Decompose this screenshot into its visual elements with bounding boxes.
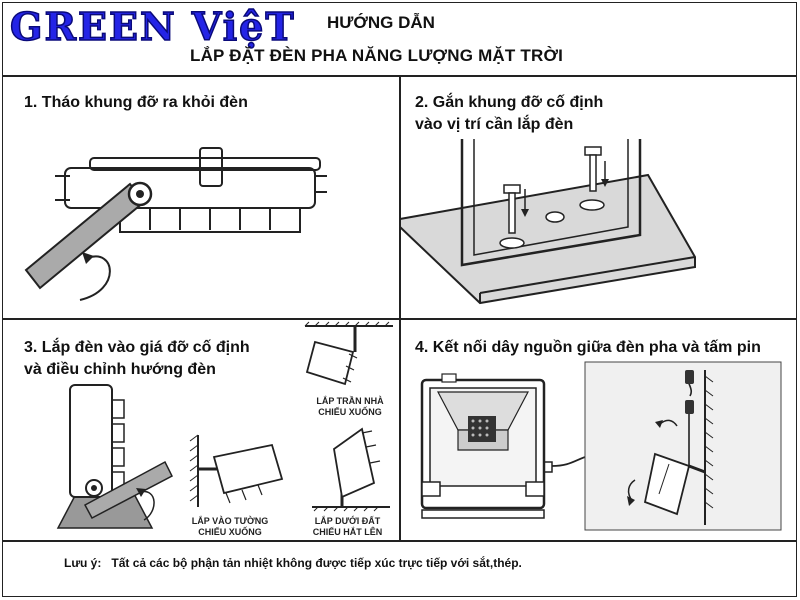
ground-caption-line-1: LẮP DƯỚI ĐẤT (314, 516, 381, 526)
step-4-solar-panel-illustration (585, 362, 785, 532)
step-3-line-2: và điều chỉnh hướng đèn (24, 361, 216, 378)
ceiling-caption-line-2: CHIẾU XUỐNG (318, 407, 382, 417)
ground-mount-illustration (312, 425, 392, 510)
step-1-title: 1. Tháo khung đỡ ra khỏi đèn (24, 94, 248, 111)
note-label: Lưu ý: (64, 556, 102, 570)
ground-caption-line-2: CHIẾU HẮT LÊN (312, 527, 383, 537)
step-3-main-illustration (40, 380, 190, 535)
step-2-title (415, 92, 603, 136)
step-2-illustration (400, 135, 798, 315)
safety-note (64, 556, 522, 570)
step-2-line-2: vào vị trí cần lắp đèn (415, 116, 574, 133)
step-1-illustration (20, 140, 380, 310)
brand-logo: GREEN ViệT (10, 4, 296, 49)
note-divider (2, 540, 797, 542)
step-3-title (24, 337, 250, 381)
note-text: Tất cả các bộ phận tản nhiệt không được tiếp xúc trực tiếp với sắt,thép. (111, 556, 522, 570)
step-4-title: 4. Kết nối dây nguồn giữa đèn pha và tấm pin (415, 339, 761, 356)
page-title: HƯỚNG DẪN (327, 13, 435, 32)
wall-mount-illustration (190, 435, 290, 510)
ceiling-caption-line-1: LẮP TRẦN NHÀ (316, 396, 384, 406)
wall-caption-line-2: CHIẾU XUỐNG (198, 527, 262, 537)
step-3-line-1: 3. Lắp đèn vào giá đỡ cố định (24, 339, 250, 356)
ground-mount-caption (300, 516, 395, 538)
page-subtitle: LẮP ĐẶT ĐÈN PHA NĂNG LƯỢNG MẶT TRỜI (190, 46, 564, 65)
ceiling-mount-illustration (305, 322, 395, 392)
step-2-line-1: 2. Gắn khung đỡ cố định (415, 94, 604, 111)
step-4-floodlight-illustration (410, 370, 590, 530)
wall-caption-line-1: LẮP VÀO TƯỜNG (191, 516, 269, 526)
wall-mount-caption (180, 516, 280, 538)
ceiling-mount-caption (305, 396, 395, 418)
